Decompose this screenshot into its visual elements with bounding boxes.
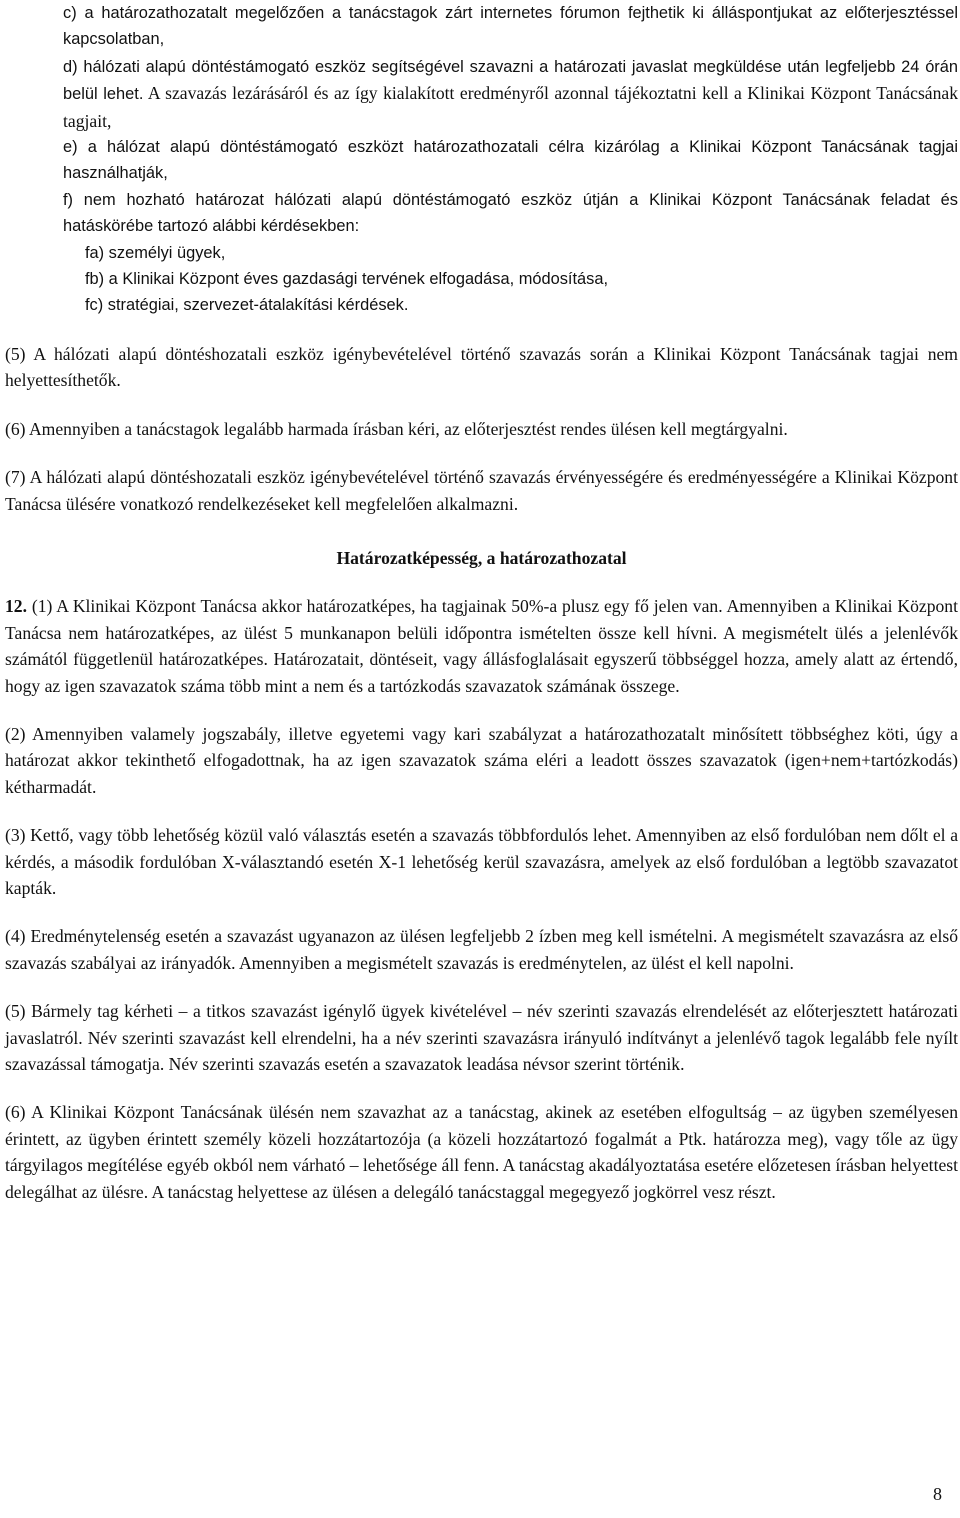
paragraph-11-7: (7) A hálózati alapú döntéshozatali eszköz igénybevételével történő szavazás érvényességére és eredményességére a Klinikai Központ Tanácsa ülésére vonatkozó rendelkezéseket kell megfelelően alkalmazni. — [5, 467, 958, 514]
paragraph-11-5: (5) A hálózati alapú döntéshozatali eszköz igénybevételével történő szavazás során a Klinikai Központ Tanácsának tagjai nem helyettesíthetők. — [5, 343, 958, 391]
sublist — [63, 240, 958, 319]
paragraph-12-3: (3) Kettő, vagy több lehetőség közül való választás esetén a szavazás többfordulós lehet. Amennyiben az első fordulóban nem dőlt el a kérdés, a második fordulóban X-választandó esetén X-1 lehetőség kerül szavazásra, amelyek az első fordulóban a legtöbb szavazatot kapták. — [5, 825, 958, 898]
paragraph-11-6: (6) Amennyiben a tanácstagok legalább harmada írásban kéri, az előterjesztést rendes ülésen kell megtárgyalni. — [5, 418, 788, 439]
list-item-f: f) nem hozható határozat hálózati alapú döntéstámogató eszköz útján a Klinikai Központ Tanácsának feladat és hatáskörébe tartozó alábbi kérdésekben: — [63, 190, 958, 236]
paragraph-12-4: (4) Eredménytelenség esetén a szavazást ugyanazon az ülésen legfeljebb 2 ízben meg kell ismételni. A megismételt szavazásra az első szavazás szabályai az irányadók. Amennyiben a megismételt szavazás is eredménytelen, az ülést el kell napolni. — [5, 926, 958, 973]
section-heading: Határozatképesség, a határozathozatal — [336, 547, 627, 568]
paragraph-12-2: (2) Amennyiben valamely jogszabály, illetve egyetemi vagy kari szabályzat a határozathozatalt minősített többséghez köti, úgy a határozat akkor tekinthető elfogadottnak, ha az igen szavazatok száma eléri a leadott összes szavazatok (igen+nem+tartózkodás) kétharmadát. — [5, 723, 958, 797]
section-number: 12. — [5, 596, 27, 617]
list-item-d-part1: d) hálózati alapú döntéstámogató eszköz segítségével szavazni a határozati javaslat megküldése után legfeljebb 24 órán belül lehet. — [63, 57, 958, 104]
sublist-item-fa: fa) személyi ügyek, — [85, 243, 226, 262]
paragraph-12-1-text: (1) A Klinikai Központ Tanácsa akkor határozatképes, ha tagjainak 50%-a plusz egy fő jelen van. Amennyiben a Klinikai Központ Tanácsa nem határozatképes, az ülést 5 munkanapon belüli időpontra ismételten össze kell hívni. A megismételt ülés a jelenlévők számától függetlenül határozatképes. Határozatait, döntéseit, vagy állásfoglalásait egyszerű többséggel hozza, amely alatt az értendő, hogy az igen szavazatok száma több mint a nem és a tartózkodás szavazatok számának összege. — [5, 596, 958, 696]
list-item-e: e) a hálózat alapú döntéstámogató eszközt határozathozatali célra kizárólag a Klinikai Központ Tanácsának tagjai használhatják, — [63, 138, 958, 183]
list-item-d — [63, 53, 958, 134]
page-number: 8 — [933, 1484, 942, 1504]
paragraph-12-5: (5) Bármely tag kérheti – a titkos szavazást igénylő ügyek kivételével – név szerinti szavazás elrendelését az előterjesztett határozati javaslatról. Név szerinti szavazást kell elrendelni, ha a név szerinti szavazásra irányuló indítványt a jelenlévő tagok legalább fele nyílt szavazással támogatja. Név szerinti szavazás esetén a szavazatok leadása névsor szerint történik. — [5, 1001, 958, 1074]
paragraph-12-1 — [5, 593, 958, 699]
sublist-item-fc: fc) stratégiai, szervezet-átalakítási kérdések. — [85, 296, 409, 315]
paragraph-12-6: (6) A Klinikai Központ Tanácsának ülésén nem szavazhat az a tanácstag, akinek az esetében elfogultság – az ügyben személyesen érintett, az ügyben érintett személy közeli hozzátartozója (a közeli hozzátartozó fogalmát a Ptk. határozza meg), vagy tőle az ügy tárgyilagos megítélése egyéb okból nem várható – lehetősége áll fenn. A tanácstag akadályoztatása esetére előzetesen írásban helyettest delegálhat az ülésre. A tanácstag helyettese az ülésen a delegáló tanácstaggal megegyező jogkörrel vesz részt. — [5, 1102, 958, 1202]
document-page — [5, 0, 958, 1205]
list-continuation — [5, 0, 958, 319]
sublist-item-fb: fb) a Klinikai Központ éves gazdasági tervének elfogadása, módosítása, — [85, 270, 608, 289]
list-item-c: c) a határozathozatalt megelőzően a tanácstagok zárt internetes fórumon fejthetik ki álláspontjukat az előterjesztéssel kapcsolatban, — [63, 4, 958, 49]
list-item-d-part2: A szavazás lezárásáról és az így kialakított eredményről azonnal tájékoztatni kell a Klinikai Központ Tanácsának tagjait, — [63, 83, 959, 131]
